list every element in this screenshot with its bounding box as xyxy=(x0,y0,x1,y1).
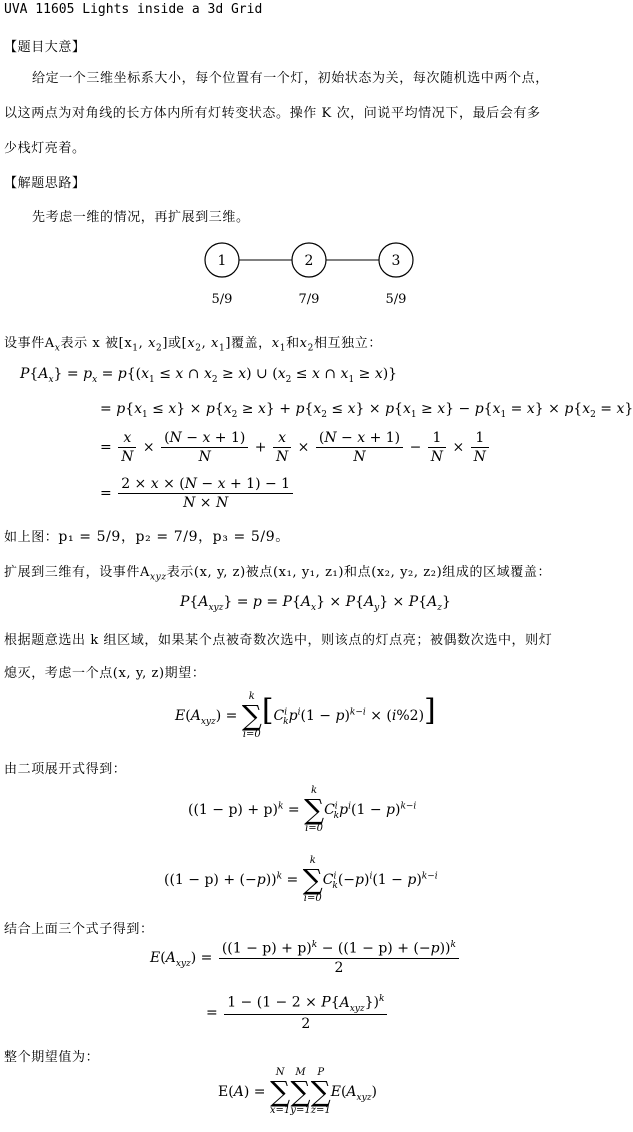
node-3-prob: 5/9 xyxy=(385,292,407,307)
extension-line: 扩展到三维有，设事件$A_{xyz}$表示(x, y, z)被点(x₁, y₁, z₁)和点(x₂, y₂, z₂)组成的区域覆盖： xyxy=(4,565,552,583)
node-2-prob: 7/9 xyxy=(298,292,320,307)
equation-expectation: $E(A_{xyz})$ = k ∑ i=0 $[C^i_kp^i(1 - p)^{k-i} \times (i\%2)]$ xyxy=(175,691,436,740)
event-definition-line: 设事件$A_x$表示 x 被[$x_1$, $x_2$]或[$x_2$, $x_1$]覆盖，$x_1$和$x_2$相互独立： xyxy=(4,336,382,354)
equation-probability-line-2: = $p\{x_1 \le x\} \times p\{x_2 \ge x\} + p\{x_2 \le x\} \times p\{x_1 \ge x\} - p\{x_1 = x\} \times p\{x_2 = x\}$ xyxy=(100,401,633,420)
one-dimension-diagram xyxy=(190,236,430,312)
paragraph-line: 先考虑一维的情况，再扩展到三维。 xyxy=(32,210,250,225)
equation-probability-line-3: = $\frac{x}{N}$ × $\frac{(N - x + 1)}{N}$ + $\frac{x}{N}$ × $\frac{(N - x + 1)}{N}$ − $\frac{1}{N}$ × $\frac{1}{N}$ xyxy=(100,430,491,465)
binomial-heading: 由二项展开式得到： xyxy=(4,762,127,777)
node-1-prob: 5/9 xyxy=(211,292,233,307)
total-heading: 整个期望值为： xyxy=(4,1050,100,1065)
node-1-label: 1 xyxy=(217,253,227,269)
equation-probability-line-4: = $\frac{2 \times x \times (N - x + 1) - 1}{N \times N}$ xyxy=(100,476,295,511)
equation-3d-probability: $P\{A_{xyz}\} = p = P\{A_x\} \times P\{A_y\} \times P\{A_z\}$ xyxy=(180,594,451,613)
section-heading-approach: 【解题思路】 xyxy=(4,176,86,191)
node-2-label: 2 xyxy=(304,253,314,269)
paragraph-line: 少栈灯亮着。 xyxy=(4,141,86,156)
equation-total-expectation: E(A) = N ∑ x=1 M ∑ y=1 P ∑ z=1 $E(A_{xyz})$ xyxy=(218,1067,377,1116)
result-line: 如上图：p₁ = 5/9，p₂ = 7/9，p₃ = 5/9。 xyxy=(4,529,290,545)
paragraph-line: 以这两点为对角线的长方体内所有灯转变状态。操作 K 次，问说平均情况下，最后会有多 xyxy=(4,106,541,121)
equation-binomial-2: $((1 - p) + (-p))^k$ = k ∑ i=0 $C^i_k(-p)^i(1 - p)^{k-i}$ xyxy=(164,855,438,904)
equation-binomial-1: $((1 - p) + p)^k$ = k ∑ i=0 $C^i_kp^i(1 - p)^{k-i}$ xyxy=(188,785,417,834)
equation-probability-line-1: $P\{A_x\} = p_x = p\{(x_1 \le x$ ∩ $x_2 \ge x$) ∪ ($x_2 \le x$ ∩ $x_1 \ge x$)} xyxy=(20,366,398,385)
combine-heading: 结合上面三个式子得到： xyxy=(4,922,154,937)
node-3-label: 3 xyxy=(391,253,401,269)
equation-combined-2: = $\frac{1 - (1 - 2 \times P\{A_{xyz}\})^k}{2}$ xyxy=(206,994,389,1032)
paragraph-line: 给定一个三维坐标系大小，每个位置有一个灯，初始状态为关，每次随机选中两个点， xyxy=(32,71,549,86)
page-title: UVA 11605 Lights inside a 3d Grid xyxy=(4,2,263,17)
rule-line-1: 根据题意选出 k 组区域，如果某个点被奇数次选中，则该点的灯点亮；被偶数次选中，则灯 xyxy=(4,633,553,648)
equation-combined-1: $E(A_{xyz})$ = $\frac{((1 - p) + p)^k - ((1 - p) + (-p))^k}{2}$ xyxy=(150,940,461,976)
section-heading-summary: 【题目大意】 xyxy=(4,40,86,55)
rule-line-2: 熄灭，考虑一个点(x, y, z)期望： xyxy=(4,666,206,681)
